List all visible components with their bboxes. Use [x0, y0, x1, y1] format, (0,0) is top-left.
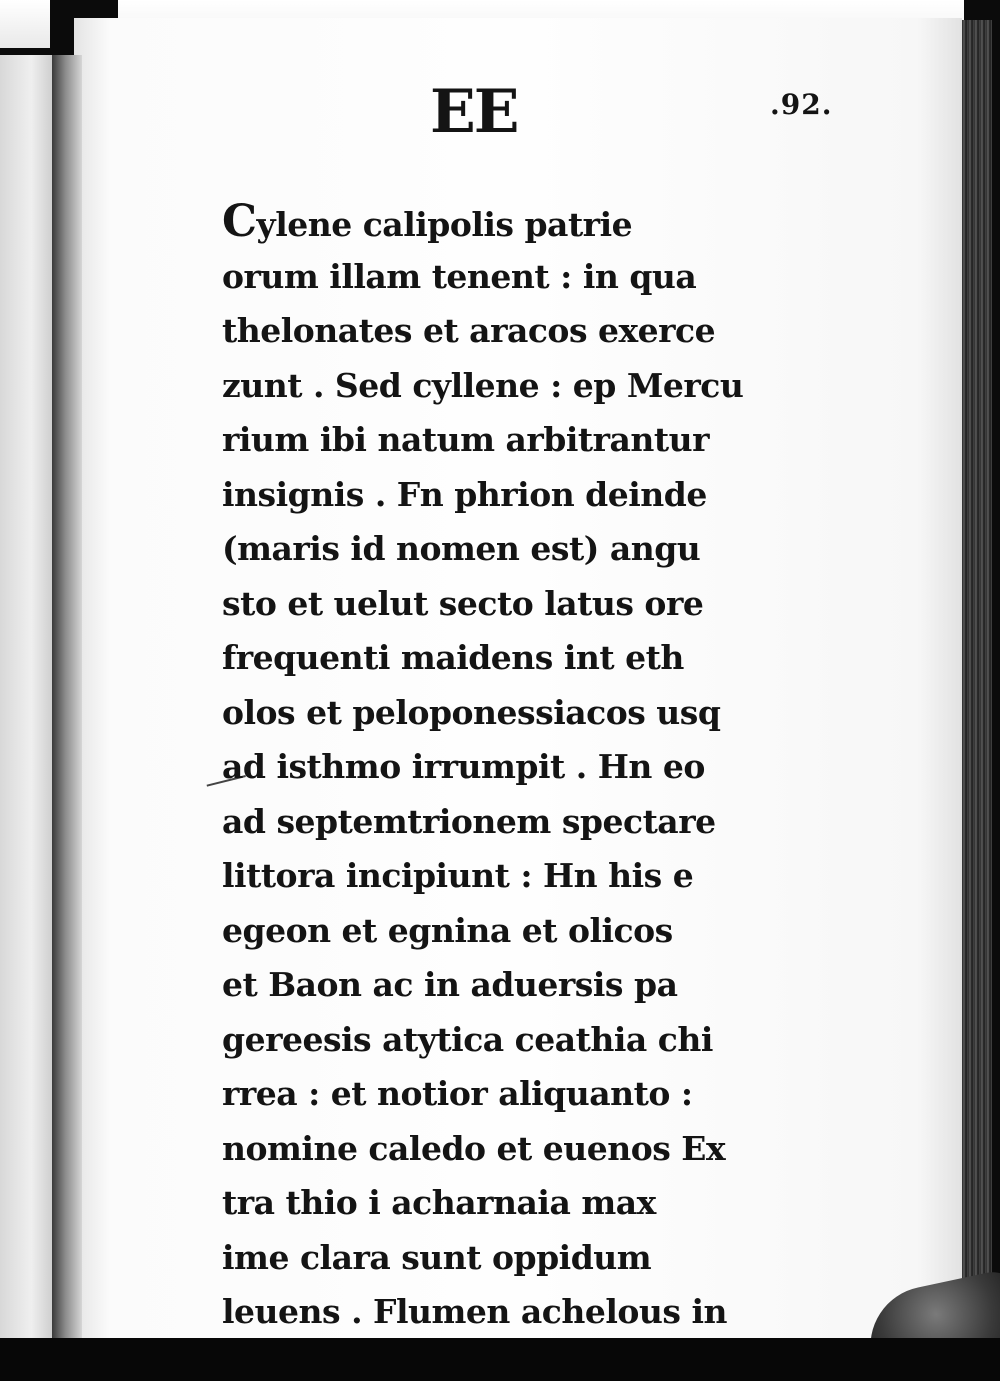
text-line: ime clara sunt oppidum	[222, 1237, 652, 1277]
text-line: littora incipiunt : Hn his e	[222, 856, 694, 895]
folio-number: .92.	[770, 88, 833, 121]
text-line: gereesis atytica ceathia chi	[222, 1019, 713, 1059]
facing-page-edge	[0, 55, 52, 1345]
text-line: thelonates et aracos exerce	[222, 311, 716, 350]
text-line: orum illam tenent : in qua	[222, 256, 697, 296]
running-head: EE	[430, 77, 518, 147]
text-line: egeon et egnina et olicos	[222, 910, 673, 950]
text-line: et Baon ac in aduersis pa	[222, 965, 678, 1004]
text-line: tra thio i acharnaia max	[222, 1183, 656, 1222]
text-line: leuens . Flumen achelous in	[222, 1292, 728, 1331]
text-line: zunt . Sed cyllene : ep Mercu	[222, 365, 744, 405]
text-line: olos et peloponessiacos usq	[222, 692, 721, 732]
text-line: rrea : et notior aliquanto :	[222, 1074, 693, 1113]
text-line: (maris id nomen est) angu	[222, 529, 701, 568]
text-line: insignis . Fn phrion deinde	[222, 474, 707, 514]
text-line: Cylene calipolis patrie	[222, 196, 633, 247]
text-line: sto et uelut secto latus ore	[222, 583, 704, 623]
manuscript-text-block	[222, 195, 742, 1340]
text-line: ad septemtrionem spectare	[222, 801, 716, 841]
book-gutter	[52, 55, 82, 1350]
facing-page-corner	[0, 0, 50, 48]
scan-bottom-edge	[0, 1338, 1000, 1381]
text-line: frequenti maidens int eth	[222, 638, 684, 677]
text-line: ad isthmo irrumpit . Hn eo	[222, 747, 705, 786]
page-leaf-edges	[962, 20, 992, 1338]
text-line: nomine caledo et euenos Ex	[222, 1128, 726, 1168]
text-line: rium ibi natum arbitrantur	[222, 420, 709, 459]
